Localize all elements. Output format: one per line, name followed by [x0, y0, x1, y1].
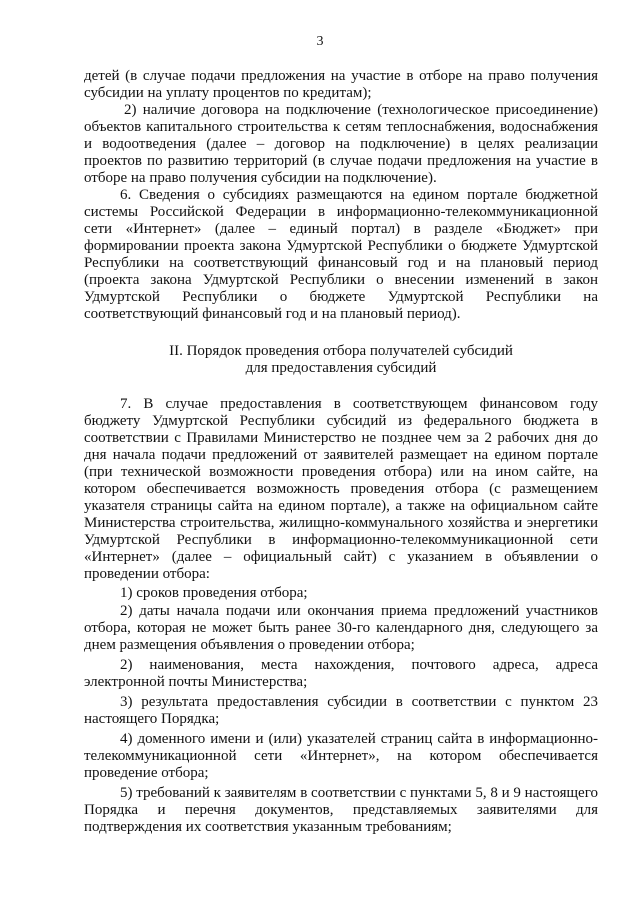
- page-number: 3: [316, 34, 324, 49]
- text-line: Республики на соответствующий финансовый год и на плановый период: [84, 255, 598, 271]
- text-line: соответствии с Правилами Министерство не позднее чем за 2 рабочих дня до: [84, 430, 598, 446]
- text-line: Удмуртской Республики о бюджете Удмуртской Республики на: [84, 289, 598, 305]
- text-line: сети «Интернет» (далее – единый портал) в разделе «Бюджет» при: [84, 221, 598, 237]
- text-line: днем размещения объявления о проведении отбора;: [84, 637, 415, 653]
- text-line: Порядка и перечня документов, представляемых заявителями для: [84, 802, 598, 818]
- text-line: соответствующий финансовый год и на плановый период).: [84, 306, 461, 322]
- text-line: указателя страницы сайта на едином портале), а также на официальном сайте: [84, 498, 598, 514]
- text-line: субсидии на уплату процентов по кредитам);: [84, 85, 372, 101]
- text-line: 2) наименования, места нахождения, почтового адреса, адреса: [120, 657, 598, 673]
- text-line: 1) сроков проведения отбора;: [120, 585, 308, 601]
- text-line: 2) наличие договора на подключение (технологическое присоединение): [124, 102, 598, 118]
- text-line: проведении отбора:: [84, 566, 210, 582]
- text-line: объектов капитального строительства к сетям теплоснабжения, водоснабжения: [84, 119, 598, 135]
- text-line: 6. Сведения о субсидиях размещаются на едином портале бюджетной: [120, 187, 598, 203]
- text-line: отбора, которая не может быть ранее 30-го календарного дня, следующего за: [84, 620, 598, 636]
- text-line: (проекта закона Удмуртской Республики о внесении изменений в закон: [84, 272, 598, 288]
- text-line: 3) результата предоставления субсидии в соответствии с пунктом 23: [120, 694, 598, 710]
- text-line: формировании проекта закона Удмуртской Республики о бюджете Удмуртской: [84, 238, 598, 254]
- text-line: отборе на право получения субсидии на подключение).: [84, 170, 437, 186]
- text-line: проектов по развитию территорий (в случае подачи предложения на участие в: [84, 153, 598, 169]
- text-line: «Интернет» (далее – официальный сайт) с указанием в объявлении о: [84, 549, 598, 565]
- text-line: настоящего Порядка;: [84, 711, 220, 727]
- text-line: Удмуртской Республики в информационно-телекоммуникационной сети: [84, 532, 598, 548]
- text-line: телекоммуникационной сети «Интернет», на котором обеспечивается: [84, 748, 598, 764]
- text-line: Министерства строительства, жилищно-коммунального хозяйства и энергетики: [84, 515, 598, 531]
- text-line: 7. В случае предоставления в соответствующем финансовом году: [120, 396, 598, 412]
- text-line: подтверждения их соответствия указанным требованиям;: [84, 819, 452, 835]
- text-line: II. Порядок проведения отбора получателей субсидий: [169, 343, 513, 359]
- text-line: 4) доменного имени и (или) указателей страниц сайта в информационно-: [120, 731, 598, 747]
- text-line: 5) требований к заявителям в соответствии с пунктами 5, 8 и 9 настоящего: [120, 785, 598, 801]
- text-line: 2) даты начала подачи или окончания приема предложений участников: [120, 603, 598, 619]
- text-line: детей (в случае подачи предложения на участие в отборе на право получения: [84, 68, 598, 84]
- text-line: котором обеспечивается возможность проведения отбора (с размещением: [84, 481, 598, 497]
- text-line: электронной почты Министерства;: [84, 674, 308, 690]
- text-line: системы Российской Федерации в информационно-телекоммуникационной: [84, 204, 598, 220]
- text-line: (при технической возможности проведения отбора) или на ином сайте, на: [84, 464, 598, 480]
- text-line: проведение отбора;: [84, 765, 209, 781]
- text-line: дня начала подачи предложений от заявителей размещает на едином портале: [84, 447, 598, 463]
- text-line: и водоотведения (далее – договор на подключение) в целях реализации: [84, 136, 598, 152]
- text-line: для предоставления субсидий: [245, 360, 437, 376]
- text-line: бюджету Удмуртской Республики субсидий из федерального бюджета в: [84, 413, 598, 429]
